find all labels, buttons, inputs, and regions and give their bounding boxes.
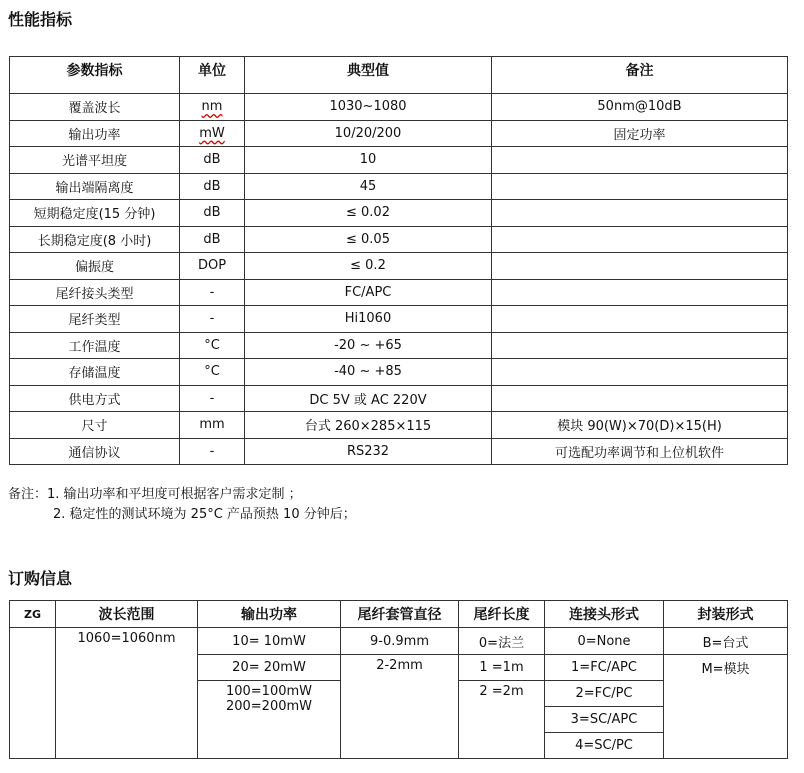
performance-table xyxy=(9,56,788,465)
value-cell: 10/20/200 xyxy=(245,120,492,147)
param-cell: 通信协议 xyxy=(10,438,180,465)
connector-option: 2=FC/PC xyxy=(545,681,664,707)
unit-cell: dB xyxy=(180,200,245,227)
perf-header-cell: 典型值 xyxy=(245,57,492,94)
order-header-cell: 尾纤套管直径 xyxy=(341,601,459,628)
remark-cell xyxy=(492,332,788,359)
remark-cell: 模块 90(W)×70(D)×15(H) xyxy=(492,412,788,439)
sleeve-option: 2-2mm xyxy=(341,655,459,759)
table-row xyxy=(10,94,788,121)
table-row xyxy=(10,226,788,253)
remark-cell: 可选配功率调节和上位机软件 xyxy=(492,438,788,465)
remark-cell xyxy=(492,173,788,200)
param-cell: 尾纤类型 xyxy=(10,306,180,333)
remark-cell xyxy=(492,147,788,174)
table-row xyxy=(10,385,788,412)
order-header-cell: 连接头形式 xyxy=(545,601,664,628)
value-cell: 台式 260×285×115 xyxy=(245,412,492,439)
unit-cell: °C xyxy=(180,332,245,359)
param-cell: 短期稳定度(15 分钟) xyxy=(10,200,180,227)
remark-cell xyxy=(492,385,788,412)
length-option: 1 =1m xyxy=(459,655,545,681)
unit-cell: DOP xyxy=(180,253,245,280)
order-header-cell: 输出功率 xyxy=(198,601,341,628)
table-row xyxy=(10,200,788,227)
param-cell: 供电方式 xyxy=(10,385,180,412)
power-option: 200=200mW xyxy=(225,699,313,714)
table-row xyxy=(10,332,788,359)
value-cell: ≤ 0.02 xyxy=(245,200,492,227)
order-header-cell: 尾纤长度 xyxy=(459,601,545,628)
value-cell: DC 5V 或 AC 220V xyxy=(245,385,492,412)
table-row xyxy=(10,279,788,306)
value-cell: Hi1060 xyxy=(245,306,492,333)
power-option: 20= 20mW xyxy=(198,655,341,681)
unit-cell: dB xyxy=(180,147,245,174)
table-row xyxy=(10,147,788,174)
perf-header-cell: 参数指标 xyxy=(10,57,180,94)
unit-cell: dB xyxy=(180,173,245,200)
remark-cell: 固定功率 xyxy=(492,120,788,147)
notes xyxy=(8,485,356,525)
param-cell: 尺寸 xyxy=(10,412,180,439)
unit-cell: - xyxy=(180,385,245,412)
unit-cell: - xyxy=(180,279,245,306)
param-cell: 长期稳定度(8 小时) xyxy=(10,226,180,253)
param-cell: 输出功率 xyxy=(10,120,180,147)
param-cell: 尾纤接头类型 xyxy=(10,279,180,306)
unit-cell: nm xyxy=(180,94,245,121)
power-option: 10= 10mW xyxy=(198,628,341,655)
connector-option: 1=FC/APC xyxy=(545,655,664,681)
length-option: 0=法兰 xyxy=(459,628,545,655)
connector-option: 0=None xyxy=(545,628,664,655)
value-cell: -20 ~ +65 xyxy=(245,332,492,359)
unit-cell: - xyxy=(180,438,245,465)
remark-cell xyxy=(492,200,788,227)
value-cell: -40 ~ +85 xyxy=(245,359,492,386)
param-cell: 覆盖波长 xyxy=(10,94,180,121)
table-row xyxy=(10,306,788,333)
table-row xyxy=(10,359,788,386)
param-cell: 光谱平坦度 xyxy=(10,147,180,174)
table-row xyxy=(10,120,788,147)
sleeve-option: 9-0.9mm xyxy=(341,628,459,655)
value-cell: ≤ 0.05 xyxy=(245,226,492,253)
ordering-table xyxy=(9,600,788,759)
length-option: 2 =2m xyxy=(459,681,545,759)
wavelength-cell: 1060=1060nm xyxy=(56,628,198,759)
perf-header-cell: 备注 xyxy=(492,57,788,94)
table-row xyxy=(10,173,788,200)
value-cell: RS232 xyxy=(245,438,492,465)
connector-option: 3=SC/APC xyxy=(545,707,664,733)
param-cell: 工作温度 xyxy=(10,332,180,359)
connector-option: 4=SC/PC xyxy=(545,733,664,759)
value-cell: 1030~1080 xyxy=(245,94,492,121)
power-option: 100=100mW xyxy=(225,684,313,699)
remark-cell xyxy=(492,226,788,253)
note-line-1: 备注：1. 输出功率和平坦度可根据客户需求定制 ； xyxy=(8,487,302,502)
remark-cell xyxy=(492,253,788,280)
unit-cell: °C xyxy=(180,359,245,386)
value-cell: FC/APC xyxy=(245,279,492,306)
param-cell: 存储温度 xyxy=(10,359,180,386)
section-title-ordering: 订购信息 xyxy=(8,569,73,588)
value-cell: ≤ 0.2 xyxy=(245,253,492,280)
remark-cell xyxy=(492,306,788,333)
package-option: M=模块 xyxy=(664,655,788,759)
package-option: B=台式 xyxy=(664,628,788,655)
unit-cell: mm xyxy=(180,412,245,439)
remark-cell: 50nm@10dB xyxy=(492,94,788,121)
order-header-cell: 波长范围 xyxy=(56,601,198,628)
order-header-cell: 封装形式 xyxy=(664,601,788,628)
section-title-performance: 性能指标 xyxy=(8,10,73,29)
unit-cell: dB xyxy=(180,226,245,253)
order-header-cell: ZG xyxy=(10,601,56,628)
param-cell: 偏振度 xyxy=(10,253,180,280)
unit-cell: mW xyxy=(180,120,245,147)
perf-header-cell: 单位 xyxy=(180,57,245,94)
unit-cell: - xyxy=(180,306,245,333)
table-row xyxy=(10,412,788,439)
power-option-multi xyxy=(198,681,341,759)
value-cell: 10 xyxy=(245,147,492,174)
param-cell: 输出端隔离度 xyxy=(10,173,180,200)
table-row xyxy=(10,438,788,465)
remark-cell xyxy=(492,279,788,306)
remark-cell xyxy=(492,359,788,386)
note-line-2: 2. 稳定性的测试环境为 25°C 产品预热 10 分钟后； xyxy=(53,507,356,522)
value-cell: 45 xyxy=(245,173,492,200)
zg-cell xyxy=(10,628,56,759)
table-row xyxy=(10,253,788,280)
